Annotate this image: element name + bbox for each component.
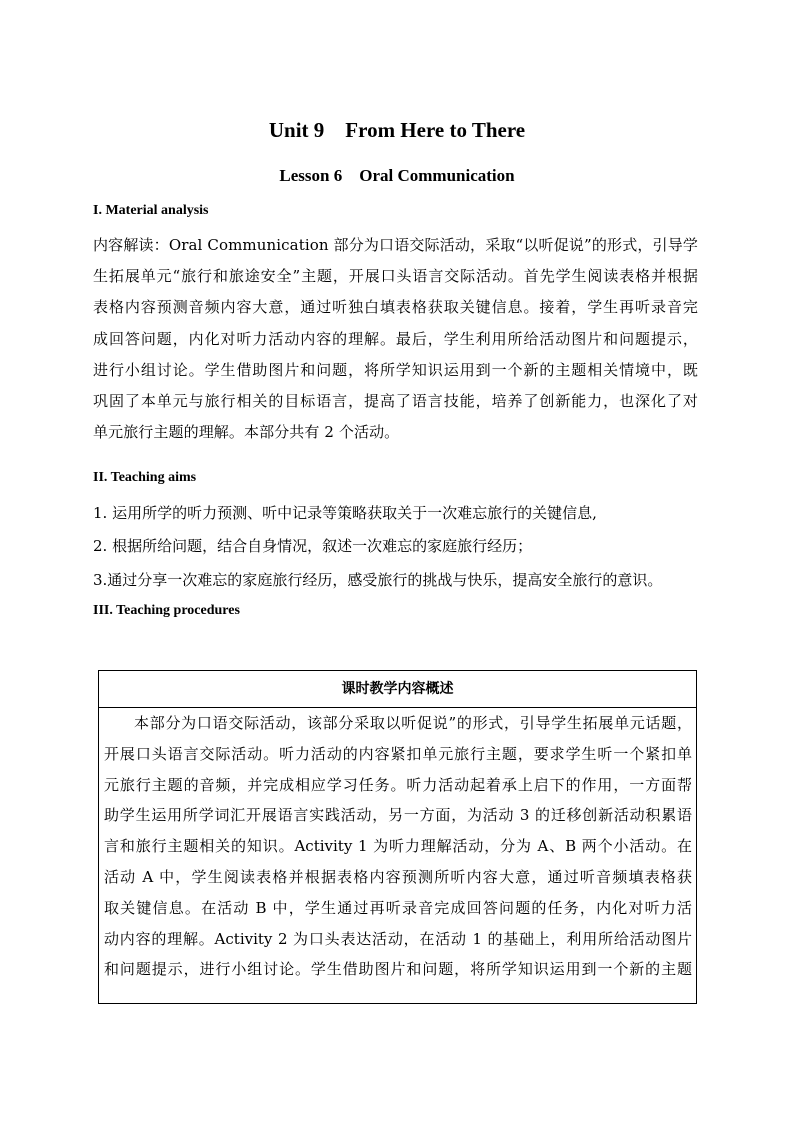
table-line: 和问题提示，进行小组讨论。学生借助图片和问题，将所学知识运用到一个新的主题 xyxy=(104,960,692,979)
teaching-aim-item: 1. 运用所学的听力预测、听中记录等策略获取关于一次难忘旅行的关键信息, xyxy=(93,504,597,522)
summary-table-header: 课时教学内容概述 xyxy=(99,671,696,708)
summary-table-body xyxy=(104,708,692,985)
paragraph-line: 巩固了本单元与旅行相关的目标语言，提高了语言技能，培养了创新能力，也深化了对 xyxy=(93,392,698,411)
paragraph-line: 内容解读：Oral Communication 部分为口语交际活动，采取“以听促说”的形式，引导学 xyxy=(93,236,698,254)
paragraph-line: 成回答问题，内化对听力活动内容的理解。最后，学生利用所给活动图片和问题提示， xyxy=(93,329,698,348)
summary-table xyxy=(98,670,697,1004)
paragraph-line: 单元旅行主题的理解。本部分共有 2 个活动。 xyxy=(93,423,400,442)
teaching-aim-item: 2. 根据所给问题，结合自身情况，叙述一次难忘的家庭旅行经历； xyxy=(93,537,533,555)
unit-title: Unit 9 From Here to There xyxy=(268,118,526,142)
table-line: 取关键信息。在活动 B 中，学生通过再听录音完成回答问题的任务，内化对听力活 xyxy=(104,898,692,917)
teaching-procedures-heading: III. Teaching procedures xyxy=(93,603,240,618)
paragraph-line: 生拓展单元“旅行和旅途安全”主题，开展口头语言交际活动。首先学生阅读表格并根据 xyxy=(93,267,698,286)
table-line: 活动 A 中，学生阅读表格并根据表格内容预测所听内容大意，通过听音频填表格获 xyxy=(104,867,692,886)
teaching-aim-item: 3.通过分享一次难忘的家庭旅行经历，感受旅行的挑战与快乐，提高安全旅行的意识。 xyxy=(93,571,663,589)
teaching-aims-heading: II. Teaching aims xyxy=(93,470,197,485)
paragraph-line: 进行小组讨论。学生借助图片和问题，将所学知识运用到一个新的主题相关情境中，既 xyxy=(93,360,698,379)
table-line: 言和旅行主题相关的知识。Activity 1 为听力理解活动，分为 A、B 两个小活动。在 xyxy=(104,837,692,856)
material-analysis-heading: I. Material analysis xyxy=(93,203,209,218)
material-analysis-paragraph xyxy=(93,230,698,448)
lesson-title: Lesson 6 Oral Communication xyxy=(279,166,515,185)
table-line: 元旅行主题的音频，并完成相应学习任务。听力活动起着承上启下的作用，一方面帮 xyxy=(104,775,692,794)
table-line: 开展口头语言交际活动。听力活动的内容紧扣单元旅行主题，要求学生听一个紧扣单 xyxy=(104,744,692,763)
table-line: 助学生运用所学词汇开展语言实践活动，另一方面，为活动 3 的迁移创新活动积累语 xyxy=(104,806,692,825)
paragraph-line: 表格内容预测音频内容大意，通过听独白填表格获取关键信息。接着，学生再听录音完 xyxy=(93,298,698,317)
table-line: 本部分为口语交际活动，该部分采取以听促说”的形式，引导学生拓展单元话题， xyxy=(134,714,692,732)
table-line: 动内容的理解。Activity 2 为口头表达活动，在活动 1 的基础上，利用所给活动图片 xyxy=(104,929,692,948)
